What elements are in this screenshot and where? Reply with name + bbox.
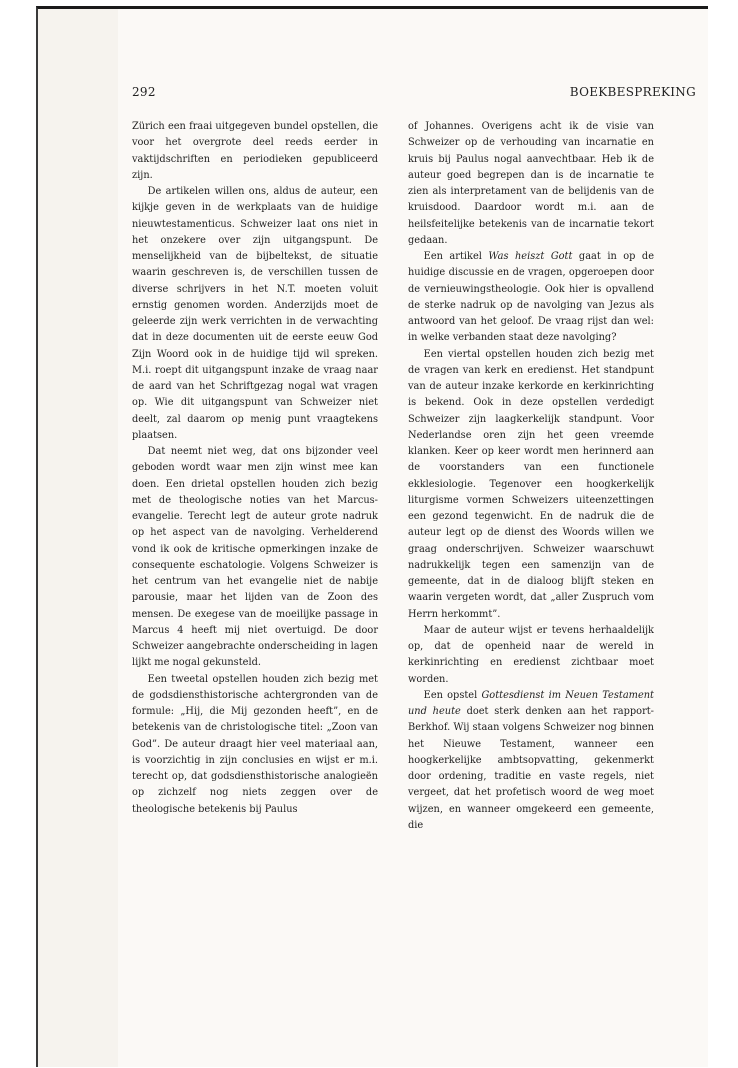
page-number: 292 xyxy=(132,85,156,99)
text-run: doet sterk denken aan het rapport-Berkhof. Wij staan volgens Schweizer nog binnen het Nieuwe Testament, wanneer een hoogkerkelijke ambtsopvatting, gekenmerkt door ordening, traditie en vaste regels, niet vergeet, dat het profetisch woord de weg moet wijzen, en wanneer omgekeerd een gemeente, die xyxy=(408,706,654,831)
article-title: Gottesdienst im Neuen Testament und heute xyxy=(408,689,654,717)
article-title: Was heiszt Gott xyxy=(488,251,573,262)
scan-background xyxy=(36,6,708,1067)
paragraph xyxy=(408,249,654,347)
paragraph: Zürich een fraai uitgegeven bundel opstellen, die voor het overgrote deel reeds eerder in vaktijdschriften en periodieken gepubliceerd zijn. xyxy=(132,121,378,181)
paragraph: Maar de auteur wijst er tevens herhaaldelijk op, dat de openheid naar de wereld in kerkinrichting en eredienst zichtbaar moet worden. xyxy=(408,624,654,685)
text-run: Een artikel xyxy=(423,251,489,262)
left-column xyxy=(132,119,378,818)
paragraph: Een viertal opstellen houden zich bezig met de vragen van kerk en eredienst. Het standpunt van de auteur inzake kerkorde en kerkinrichting is bekend. Ook in deze opstellen verdedigt Schweizer zijn laagkerkelijk standpunt. Voor Nederlandse oren zijn het geen vreemde klanken. Keer op keer wordt men herinnerd aan de voorstanders van een functionele ekklesiologie. Tegenover een hoogkerkelijk liturgisme vormen Schweizers uiteenzettingen een gezond tegenwicht. En de nadruk die de auteur legt op de dienst des Woords willen we graag onderschrijven. Schweizer waarschuwt nadrukkelijk tegen een samenzijn van de gemeente, dat in de dialoog blijft steken en waarin vergeten wordt, dat „aller Zuspruch vom Herrn herkommt”. xyxy=(408,348,654,620)
text-run: gaat in op de huidige discussie en de vragen, opgeroepen door de vernieuwingstheologie. Ook hier is opvallend de sterke nadruk op de navolging van Jezus als antwoord van het geloof. De vraag rijst dan wel: in welke verbanden staat deze navolging? xyxy=(408,251,654,344)
paragraph: De artikelen willen ons, aldus de auteur, een kijkje geven in de werkplaats van de huidige nieuwtestamenticus. Schweizer laat ons niet in het onzekere over zijn uitgangspunt. De menselijkheid van de bijbeltekst, de situatie waarin geschreven is, de verschillen tussen de diverse schrijvers in het N.T. moeten voluit ernstig genomen worden. Anderzijds moet de geleerde zijn werk verrichten in de verwachting dat in deze documenten uit de eerste eeuw God Zijn Woord ook in de huidige tijd wil spreken. M.i. roept dit uitgangspunt inzake de vraag naar de aard van het Schriftgezag nogal wat vragen op. Wie dit uitgangspunt van Schweizer niet deelt, zal daarom op menig punt vraagtekens plaatsen. xyxy=(132,186,378,441)
paragraph xyxy=(408,688,654,834)
paragraph: Dat neemt niet weg, dat ons bijzonder veel geboden wordt waar men zijn winst mee kan doen. Een drietal opstellen houden zich bezig met de theologische noties van het Marcus-evangelie. Terecht legt de auteur grote nadruk op het aspect van de navolging. Verhelderend vond ik ook de kritische opmerkingen inzake de consequente eschatologie. Volgens Schweizer is het centrum van het evangelie niet de nabije parousie, maar het lijden van de Zoon des mensen. De exegese van de moeilijke passage in Marcus 4 heeft mij niet overtuigd. De door Schweizer aangebrachte onderscheiding in lagen lijkt me nogal gekunsteld. xyxy=(132,446,378,669)
text-run: Een opstel xyxy=(423,689,482,701)
right-column xyxy=(408,119,654,834)
section-title: BOEKBESPREKING xyxy=(569,85,696,99)
book-page xyxy=(118,9,708,1067)
paragraph: of Johannes. Overigens acht ik de visie van Schweizer op de verhouding van incarnatie en kruis bij Paulus nogal aanvechtbaar. Heb ik de auteur goed begrepen dan is de incarnatie te zien als interpretament van de belijdenis van de kruisdood. Daardoor wordt m.i. aan de heilsfeitelijke betekenis van de incarnatie tekort gedaan. xyxy=(408,121,654,246)
running-header xyxy=(132,85,696,99)
paragraph: Een tweetal opstellen houden zich bezig met de godsdiensthistorische achtergronden van de formule: „Hij, die Mij gezonden heeft”, en de betekenis van de christologische titel: „Zoon van God”. De auteur draagt hier veel materiaal aan, is voorzichtig in zijn conclusies en wijst er m.i. terecht op, dat godsdiensthistorische analogieën op zichzelf nog niets zeggen over de theologische betekenis bij Paulus xyxy=(132,673,378,815)
